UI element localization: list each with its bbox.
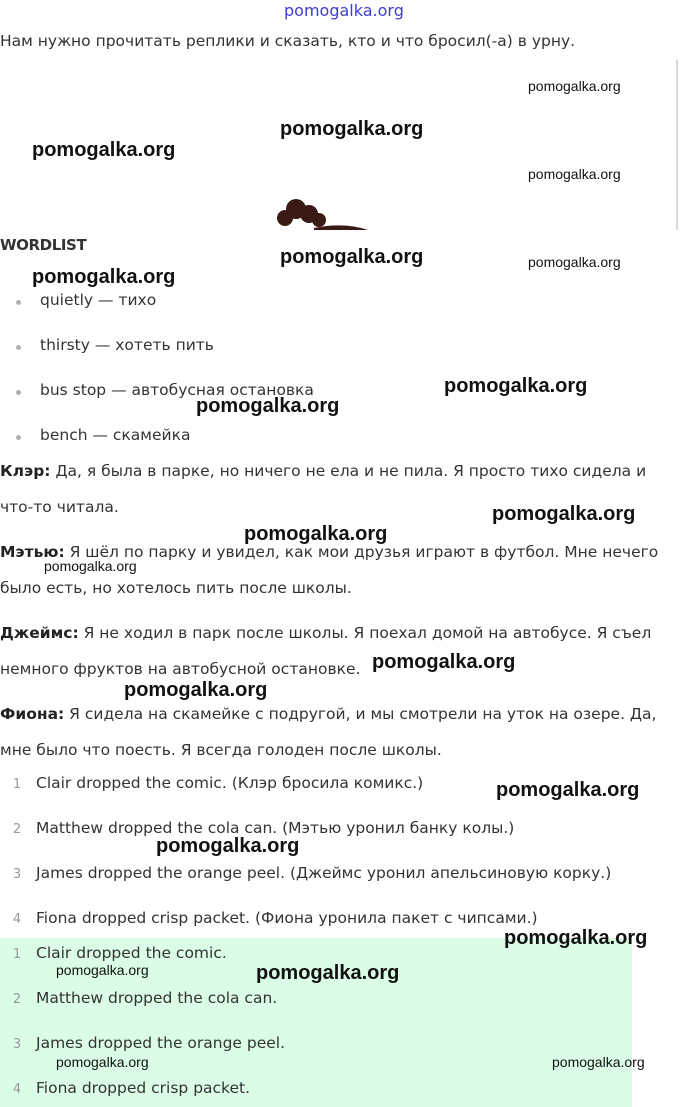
- dialogue-text: Да, я была в парке, но ничего не ела и не пила. Я просто тихо сидела и: [50, 462, 647, 480]
- task-instruction: Нам нужно прочитать реплики и сказать, кто и что бросил(-а) в урну.: [0, 32, 576, 50]
- watermark: pomogalka.org: [124, 679, 268, 701]
- watermark: pomogalka.org: [56, 962, 149, 978]
- list-number: 3: [12, 867, 22, 882]
- watermark: pomogalka.org: [504, 927, 648, 949]
- watermark: pomogalka.org: [156, 835, 300, 857]
- wordlist-heading: WORDLIST: [0, 236, 87, 254]
- watermark: pomogalka.org: [256, 962, 400, 984]
- wordlist-item: bench — скамейка: [40, 426, 191, 444]
- dialogue-paragraph: [0, 615, 676, 687]
- list-number: 3: [12, 1037, 22, 1052]
- watermark: pomogalka.org: [528, 254, 621, 270]
- watermark: pomogalka.org: [32, 139, 176, 161]
- watermark: pomogalka.org: [496, 779, 640, 801]
- speaker-name: Мэтью:: [0, 543, 65, 561]
- speaker-name: Джеймс:: [0, 624, 79, 642]
- bullet-icon: [16, 390, 21, 395]
- watermark: pomogalka.org: [528, 78, 621, 94]
- site-header-link[interactable]: pomogalka.org: [284, 1, 404, 20]
- translated-answer-item: Fiona dropped crisp packet. (Фиона уронила пакет с чипсами.): [36, 909, 538, 927]
- answer-item: Fiona dropped crisp packet.: [36, 1079, 251, 1097]
- dialogue-text: Я шёл по парку и увидел, как мои друзья играют в футбол. Мне нечего: [64, 543, 659, 561]
- speaker-name: Клэр:: [0, 462, 51, 480]
- bullet-icon: [16, 435, 21, 440]
- watermark: pomogalka.org: [528, 166, 621, 182]
- dialogue-text: немного фруктов на автобусной остановке.: [0, 660, 361, 678]
- watermark: pomogalka.org: [372, 651, 516, 673]
- wordlist-item: quietly — тихо: [40, 291, 157, 309]
- watermark: pomogalka.org: [444, 375, 588, 397]
- list-number: 2: [12, 822, 22, 837]
- list-number: 4: [12, 912, 22, 927]
- translated-answer-item: Clair dropped the comic. (Клэр бросила комикс.): [36, 774, 424, 792]
- bullet-icon: [16, 345, 21, 350]
- watermark: pomogalka.org: [32, 266, 176, 288]
- list-number: 4: [12, 1082, 22, 1097]
- translated-answer-item: Matthew dropped the cola can. (Мэтью уронил банку колы.): [36, 819, 515, 837]
- answer-item: James dropped the orange peel.: [36, 1034, 286, 1052]
- scrollbar-track[interactable]: [676, 60, 678, 230]
- list-number: 1: [12, 777, 22, 792]
- list-number: 1: [12, 947, 22, 962]
- wordlist-item: thirsty — хотеть пить: [40, 336, 214, 354]
- dialogue-text: что-то читала.: [0, 498, 119, 516]
- list-number: 2: [12, 992, 22, 1007]
- illustration-fragment: [274, 194, 370, 230]
- watermark: pomogalka.org: [244, 523, 388, 545]
- watermark: pomogalka.org: [56, 1054, 149, 1070]
- answer-item: Clair dropped the comic.: [36, 944, 227, 962]
- dialogue-text: мне было что поесть. Я всегда голоден после школы.: [0, 741, 442, 759]
- watermark: pomogalka.org: [280, 246, 424, 268]
- watermark: pomogalka.org: [552, 1054, 645, 1070]
- translated-answer-item: James dropped the orange peel. (Джеймс уронил апельсиновую корку.): [36, 864, 612, 882]
- watermark: pomogalka.org: [44, 558, 137, 574]
- dialogue-text: Я сидела на скамейке с подругой, и мы смотрели на уток на озере. Да,: [64, 705, 657, 723]
- watermark: pomogalka.org: [280, 118, 424, 140]
- dialogue-paragraph: [0, 696, 676, 768]
- wordlist-item: bus stop — автобусная остановка: [40, 381, 314, 399]
- answer-item: Matthew dropped the cola can.: [36, 989, 278, 1007]
- watermark: pomogalka.org: [196, 395, 340, 417]
- dialogue-text: было есть, но хотелось пить после школы.: [0, 579, 352, 597]
- speaker-name: Фиона:: [0, 705, 65, 723]
- bullet-icon: [16, 300, 21, 305]
- watermark: pomogalka.org: [492, 503, 636, 525]
- dialogue-text: Я не ходил в парк после школы. Я поехал домой на автобусе. Я съел: [78, 624, 652, 642]
